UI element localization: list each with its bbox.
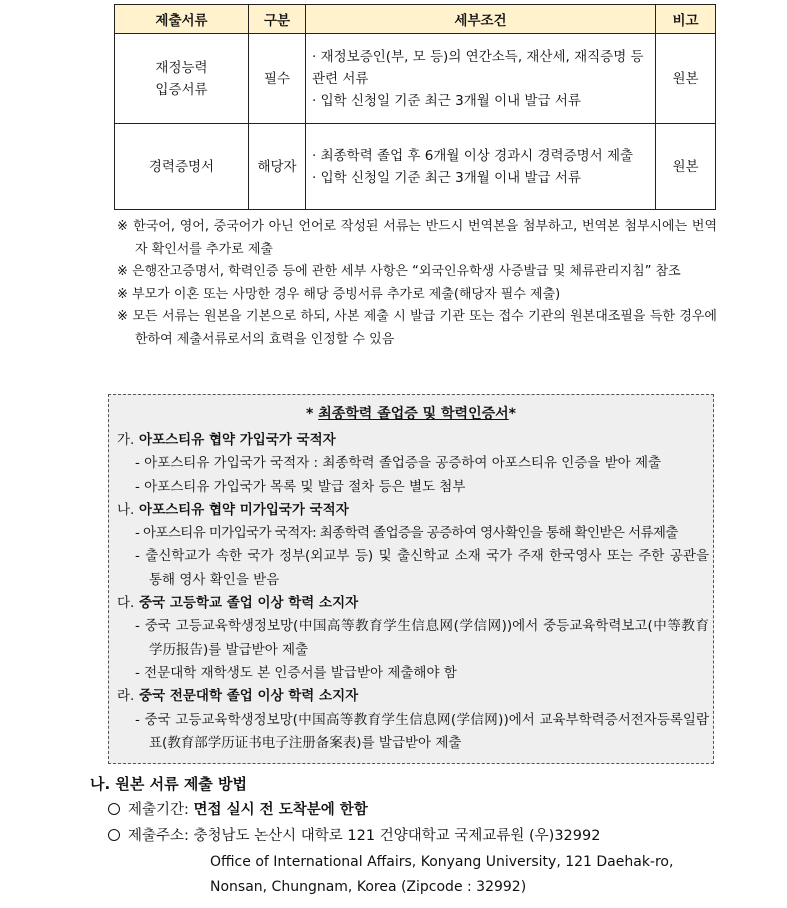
header-type: 구분 xyxy=(249,5,306,34)
circle-bullet-icon xyxy=(108,829,120,841)
box-body xyxy=(117,429,709,755)
header-note: 비고 xyxy=(656,5,716,34)
note-item: ※ 한국어, 영어, 중국어가 아닌 언어로 작성된 서류는 반드시 번역본을 첨부하고, 번역본 첨부시에는 번역자 확인서를 추가로 제출 xyxy=(117,219,717,257)
cell-note: 원본 xyxy=(656,34,716,124)
list-item: - 전문대학 재학생도 본 인증서를 발급받아 제출해야 함 xyxy=(135,664,457,681)
address-english-line-2: Nonsan, Chungnam, Korea (Zipcode : 32992) xyxy=(210,879,527,895)
cell-document: 재정능력 입증서류 xyxy=(115,34,249,124)
table-row xyxy=(115,34,716,124)
submission-period: 제출기간: 면접 실시 전 도착분에 한함 xyxy=(108,798,368,822)
required-documents-table xyxy=(114,4,716,210)
cell-details: · 최종학력 졸업 후 6개월 이상 경과시 경력증명서 제출 · 입학 신청일 기준 최근 3개월 이내 발급 서류 xyxy=(306,124,656,210)
notes-list xyxy=(117,216,717,351)
submission-address: 제출주소: 충청남도 논산시 대학로 121 건양대학교 국제교류원 (우)32992 xyxy=(108,824,600,848)
list-item: - 아포스티유 가입국가 목록 및 발급 절차 등은 별도 첨부 xyxy=(135,478,466,495)
note-item: ※ 은행잔고증명서, 학력인증 등에 관한 세부 사항은 “외국인유학생 사증발급 및 체류관리지침” 참조 xyxy=(117,264,681,279)
section-heading: 가. 아포스티유 협약 가입국가 국적자 xyxy=(117,432,336,448)
table-row xyxy=(115,124,716,210)
table-header-row xyxy=(115,5,716,34)
list-item: - 중국 고등교육학생정보망(中国高等教育学生信息网(学信网))에서 중등교육학력보고(中等教育学历报告)를 발급받아 제출 xyxy=(135,618,709,658)
box-title: * 최종학력 졸업증 및 학력인증서* xyxy=(306,406,516,422)
header-document: 제출서류 xyxy=(115,5,249,34)
cell-note: 원본 xyxy=(656,124,716,210)
cell-document: 경력증명서 xyxy=(115,124,249,210)
section-heading: 라. 중국 전문대학 졸업 이상 학력 소지자 xyxy=(117,688,359,705)
list-item: - 아포스티유 가입국가 국적자 : 최종학력 졸업증을 공증하여 아포스티유 인증을 받아 제출 xyxy=(135,455,662,472)
cell-type: 필수 xyxy=(249,34,306,124)
list-item: - 출신학교가 속한 국가 정부(외교부 등) 및 출신학교 소재 국가 주재 한국영사 또는 주한 공관을 통해 영사 확인을 받음 xyxy=(135,548,709,588)
list-item: - 중국 고등교육학생정보망(中国高等教育学生信息网(学信网))에서 교육부학력증서전자등록일람표(教育部学历证书电子注册备案表)를 발급받아 제출 xyxy=(135,711,709,751)
section-heading: 나. 아포스티유 협약 미가입국가 국적자 xyxy=(117,501,349,518)
list-item: - 아포스티유 미가입국가 국적자: 최종학력 졸업증을 공증하여 영사확인을 통해 확인받은 서류제출 xyxy=(135,525,678,542)
cell-details: · 재정보증인(부, 모 등)의 연간소득, 재산세, 재직증명 등 관련 서류 · 입학 신청일 기준 최근 3개월 이내 발급 서류 xyxy=(306,34,656,124)
header-details: 세부조건 xyxy=(306,5,656,34)
diploma-certificate-box xyxy=(108,394,714,764)
address-english-line-1: Office of International Affairs, Konyang University, 121 Daehak-ro, xyxy=(210,854,674,870)
cell-type: 해당자 xyxy=(249,124,306,210)
section-heading: 다. 중국 고등학교 졸업 이상 학력 소지자 xyxy=(117,595,359,612)
note-item: ※ 모든 서류는 원본을 기본으로 하되, 사본 제출 시 발급 기관 또는 접수 기관의 원본대조필을 득한 경우에 한하여 제출서류로서의 효력을 인정할 수 있음 xyxy=(117,309,717,347)
circle-bullet-icon xyxy=(108,803,120,815)
note-item: ※ 부모가 이혼 또는 사망한 경우 해당 증빙서류 추가로 제출(해당자 필수 제출) xyxy=(117,286,561,302)
submission-heading: 나. 원본 서류 제출 방법 xyxy=(90,775,247,793)
